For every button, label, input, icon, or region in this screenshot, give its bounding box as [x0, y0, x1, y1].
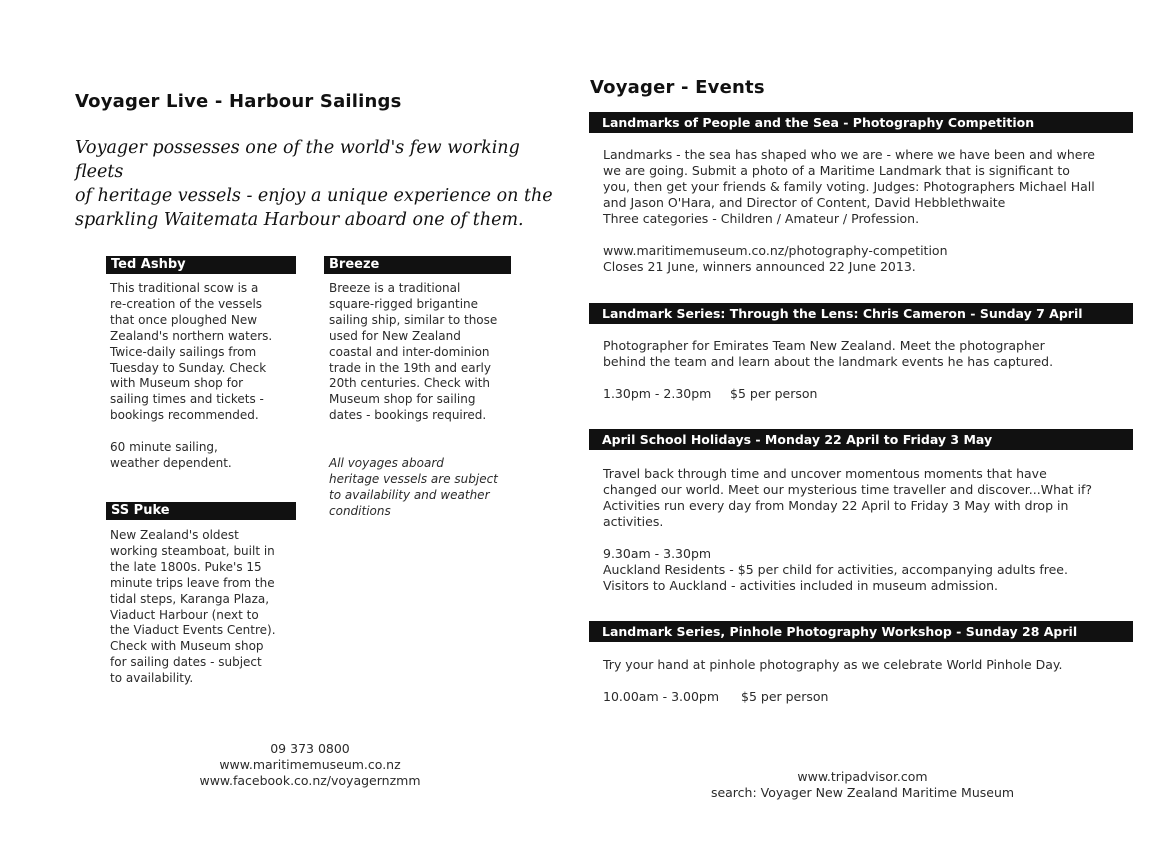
right-footer-tripadvisor: www.tripadvisor.com search: Voyager New Zealand Maritime Museum	[710, 769, 1015, 800]
event-text-photography-competition: Landmarks - the sea has shaped who we are - where we have been and where we are going. Submit a photo of a Maritime Landmark that is significant to you, then get your friends & family voting. Judges: Photographers Michael Hall and Jason O'Hara, and Director of Content, David Hebblethwaite Three categories - Children / Amateur / Profession. www.maritimemuseum.co.nz/photography-competition Closes 21 June, winners announced 22 June 2013.	[603, 147, 1095, 274]
event-heading-photography-competition: Landmarks of People and the Sea - Photography Competition	[589, 112, 1133, 133]
event-heading-pinhole-workshop: Landmark Series, Pinhole Photography Workshop - Sunday 28 April	[589, 621, 1133, 642]
vessel-text-ted-ashby: This traditional scow is a re-creation of the vessels that once ploughed New Zealand's northern waters. Twice-daily sailings from Tuesday to Sunday. Check with Museum shop for sailing times and tickets - bookings recommended. 60 minute sailing, weather dependent.	[110, 281, 273, 470]
event-heading-chris-cameron: Landmark Series: Through the Lens: Chris Cameron - Sunday 7 April	[589, 303, 1133, 324]
left-footer-contact: 09 373 0800 www.maritimemuseum.co.nz www.facebook.co.nz/voyagernzmm	[199, 741, 421, 788]
event-price-pinhole-workshop: $5 per person	[741, 689, 829, 704]
vessel-text-breeze: Breeze is a traditional square-rigged brigantine sailing ship, similar to those used for New Zealand coastal and inter-dominion trade in the 19th and early 20th centuries. Check with Museum shop for sailing dates - bookings required.	[329, 281, 498, 423]
event-heading-school-holidays: April School Holidays - Monday 22 April to Friday 3 May	[589, 429, 1133, 450]
vessel-note-breeze: All voyages aboard heritage vessels are subject to availability and weather conditions	[329, 456, 498, 518]
event-text-pinhole-workshop: Try your hand at pinhole photography as we celebrate World Pinhole Day.	[603, 657, 1063, 672]
left-title: Voyager Live - Harbour Sailings	[75, 91, 402, 112]
vessel-heading-ss-puke: SS Puke	[106, 502, 296, 520]
vessel-heading-breeze: Breeze	[324, 256, 511, 274]
event-time-chris-cameron: 1.30pm - 2.30pm	[603, 386, 712, 401]
event-time-pinhole-workshop: 10.00am - 3.00pm	[603, 689, 720, 704]
event-text-school-holidays: Travel back through time and uncover momentous moments that have changed our world. Meet our mysterious time traveller and discover...What if? Activities run every day from Monday 22 April to Friday 3 May with drop in activities. 9.30am - 3.30pm Auckland Residents - $5 per child for activities, accompanying adults free. Visitors to Auckland - activities included in museum admission.	[603, 466, 1093, 593]
event-text-chris-cameron: Photographer for Emirates Team New Zealand. Meet the photographer behind the team and learn about the landmark events he has captured.	[603, 338, 1054, 369]
vessel-heading-ted-ashby: Ted Ashby	[106, 256, 296, 274]
right-title: Voyager - Events	[590, 77, 765, 98]
vessel-text-ss-puke: New Zealand's oldest working steamboat, built in the late 1800s. Puke's 15 minute trips leave from the tidal steps, Karanga Plaza, Viaduct Harbour (next to the Viaduct Events Centre). Check with Museum shop for sailing dates - subject to availability.	[110, 528, 276, 686]
left-intro: Voyager possesses one of the world's few working fleets of heritage vessels - enjoy a unique experience on the sparkling Waitemata Harbour aboard one of them.	[75, 138, 553, 230]
event-price-chris-cameron: $5 per person	[730, 386, 818, 401]
